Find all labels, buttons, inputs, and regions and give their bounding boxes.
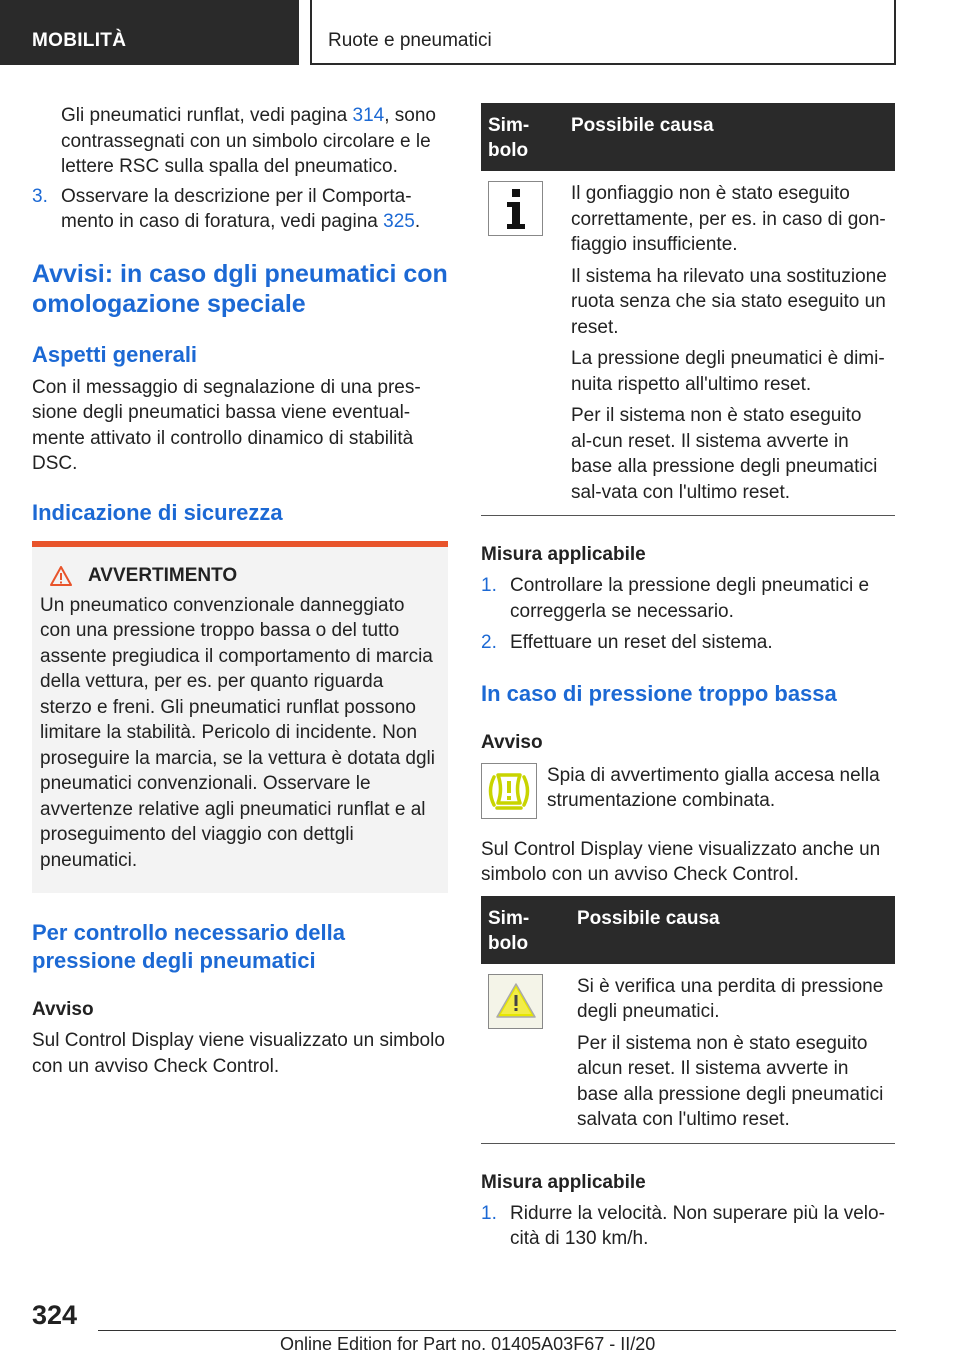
warning-text: Un pneumatico convenzionale danneggiato con una pressione troppo bassa o del tutto assente pregiudica il comportamento di marcia della vettura, per es. per quanto riguarda sterzo e freni. Gli pneumatici runflat possono limitare la stabilità. Pericolo di incidente. Non proseguire la marcia, se la vettura è dotata dgli pneumatici convenzionali. Osservare le avvertenze relative agli pneumatici runflat e al proseguimento del viaggio con dettgli pneumatici. — [40, 594, 435, 871]
warning-title: AVVERTIMENTO — [40, 565, 440, 587]
header-section-tab — [0, 0, 299, 65]
step-list — [32, 184, 448, 235]
cause-text: Il sistema ha rilevato una sostituzione ruota senza che sia stato eseguito un reset. — [571, 265, 887, 338]
footer-divider — [98, 1330, 896, 1331]
misura-label: Misura applicabile — [481, 544, 646, 565]
control-display-text: Sul Control Display viene visualizzato anche un simbolo con un avviso Check Control. — [481, 838, 881, 885]
table-header-symbol: Sim-bolo — [481, 103, 564, 171]
runflat-intro: Gli pneumatici runflat, vedi pagina 314, sono contrassegnati con un simbolo circolare e le lettere RSC sulla spalla del pneumatico. — [61, 105, 436, 177]
cause-table-2 — [481, 896, 895, 1144]
warning-triangle-icon — [488, 974, 543, 1029]
footer-edition: Online Edition for Part no. 01405A03F67 - II/20 — [280, 1334, 656, 1354]
cause-table-1 — [481, 103, 895, 516]
table-header-symbol: Sim-bolo — [481, 896, 570, 964]
table-header-cause: Possibile causa — [564, 103, 895, 171]
cause-text: Il gonfiaggio non è stato eseguito correttamente, per es. in caso di gon-fiaggio insufficiente. — [571, 183, 886, 255]
avviso-label: Avviso — [32, 999, 94, 1020]
header-chapter-tab — [310, 0, 896, 65]
heading-aspetti-generali: Aspetti generali — [32, 341, 198, 367]
list-item: 3. Osservare la descrizione per il Comporta-mento in caso di foratura, vedi pagina 325. — [32, 185, 421, 232]
table-row — [481, 171, 895, 516]
right-column — [481, 103, 895, 1252]
heading-avvisi: Avvisi: in caso dgli pneumatici con omologazione speciale — [32, 259, 448, 318]
avviso-label: Avviso — [481, 731, 543, 753]
cause-text: La pressione degli pneumatici è dimi-nuita rispetto all'ultimo reset. — [571, 348, 885, 395]
left-column — [32, 103, 448, 1079]
page-link-325[interactable]: 325 — [383, 211, 415, 232]
heading-controllo-pressione: Per controllo necessario della pressione degli pneumatici — [32, 920, 346, 973]
list-item: 1. Controllare la pressione degli pneumatici e correggerla se necessario. — [481, 575, 870, 622]
aspetti-text: Con il messaggio di segnalazione di una pres-sione degli pneumatici bassa viene eventual-mente attivato il controllo dinamico di stabilità DSC. — [32, 376, 421, 474]
step-list — [481, 573, 895, 656]
info-icon — [488, 181, 543, 236]
spia-row — [481, 763, 895, 819]
page-link-314[interactable]: 314 — [352, 105, 385, 126]
heading-indicazione-sicurezza: Indicazione di sicurezza — [32, 499, 283, 525]
warning-box — [32, 541, 448, 894]
misura-label: Misura applicabile — [481, 1171, 646, 1193]
step-list — [481, 1201, 895, 1252]
list-item: 2. Effettuare un reset del sistema. — [481, 632, 773, 653]
page-number: 324 — [32, 1300, 78, 1330]
cause-text: Per il sistema non è stato eseguito alcun reset. Il sistema avverte in base alla pressione degli pneumatici salvata con l'ultimo reset. — [577, 1032, 884, 1130]
table-header-cause: Possibile causa — [570, 896, 895, 964]
cause-text: Si è verifica una perdita di pressione degli pneumatici. — [577, 975, 884, 1022]
header-section-label: MOBILITÀ — [32, 30, 127, 51]
tpms-warning-icon — [481, 763, 537, 819]
avviso-text: Sul Control Display viene visualizzato un simbolo con un avviso Check Control. — [32, 1030, 445, 1077]
warning-triangle-icon — [50, 566, 72, 586]
table-row — [481, 964, 895, 1144]
header-chapter-label: Ruote e pneumatici — [328, 30, 492, 51]
spia-text: Spia di avvertimento gialla accesa nella strumentazione combinata. — [547, 764, 880, 811]
cause-text: Per il sistema non è stato eseguito al-cun reset. Il sistema avverte in base alla pressione degli pneumatici sal-vata con l'ultimo reset. — [571, 405, 878, 503]
heading-pressione-bassa: In caso di pressione troppo bassa — [481, 680, 837, 706]
list-item: 1. Ridurre la velocità. Non superare più la velo-cità di 130 km/h. — [481, 1202, 885, 1249]
